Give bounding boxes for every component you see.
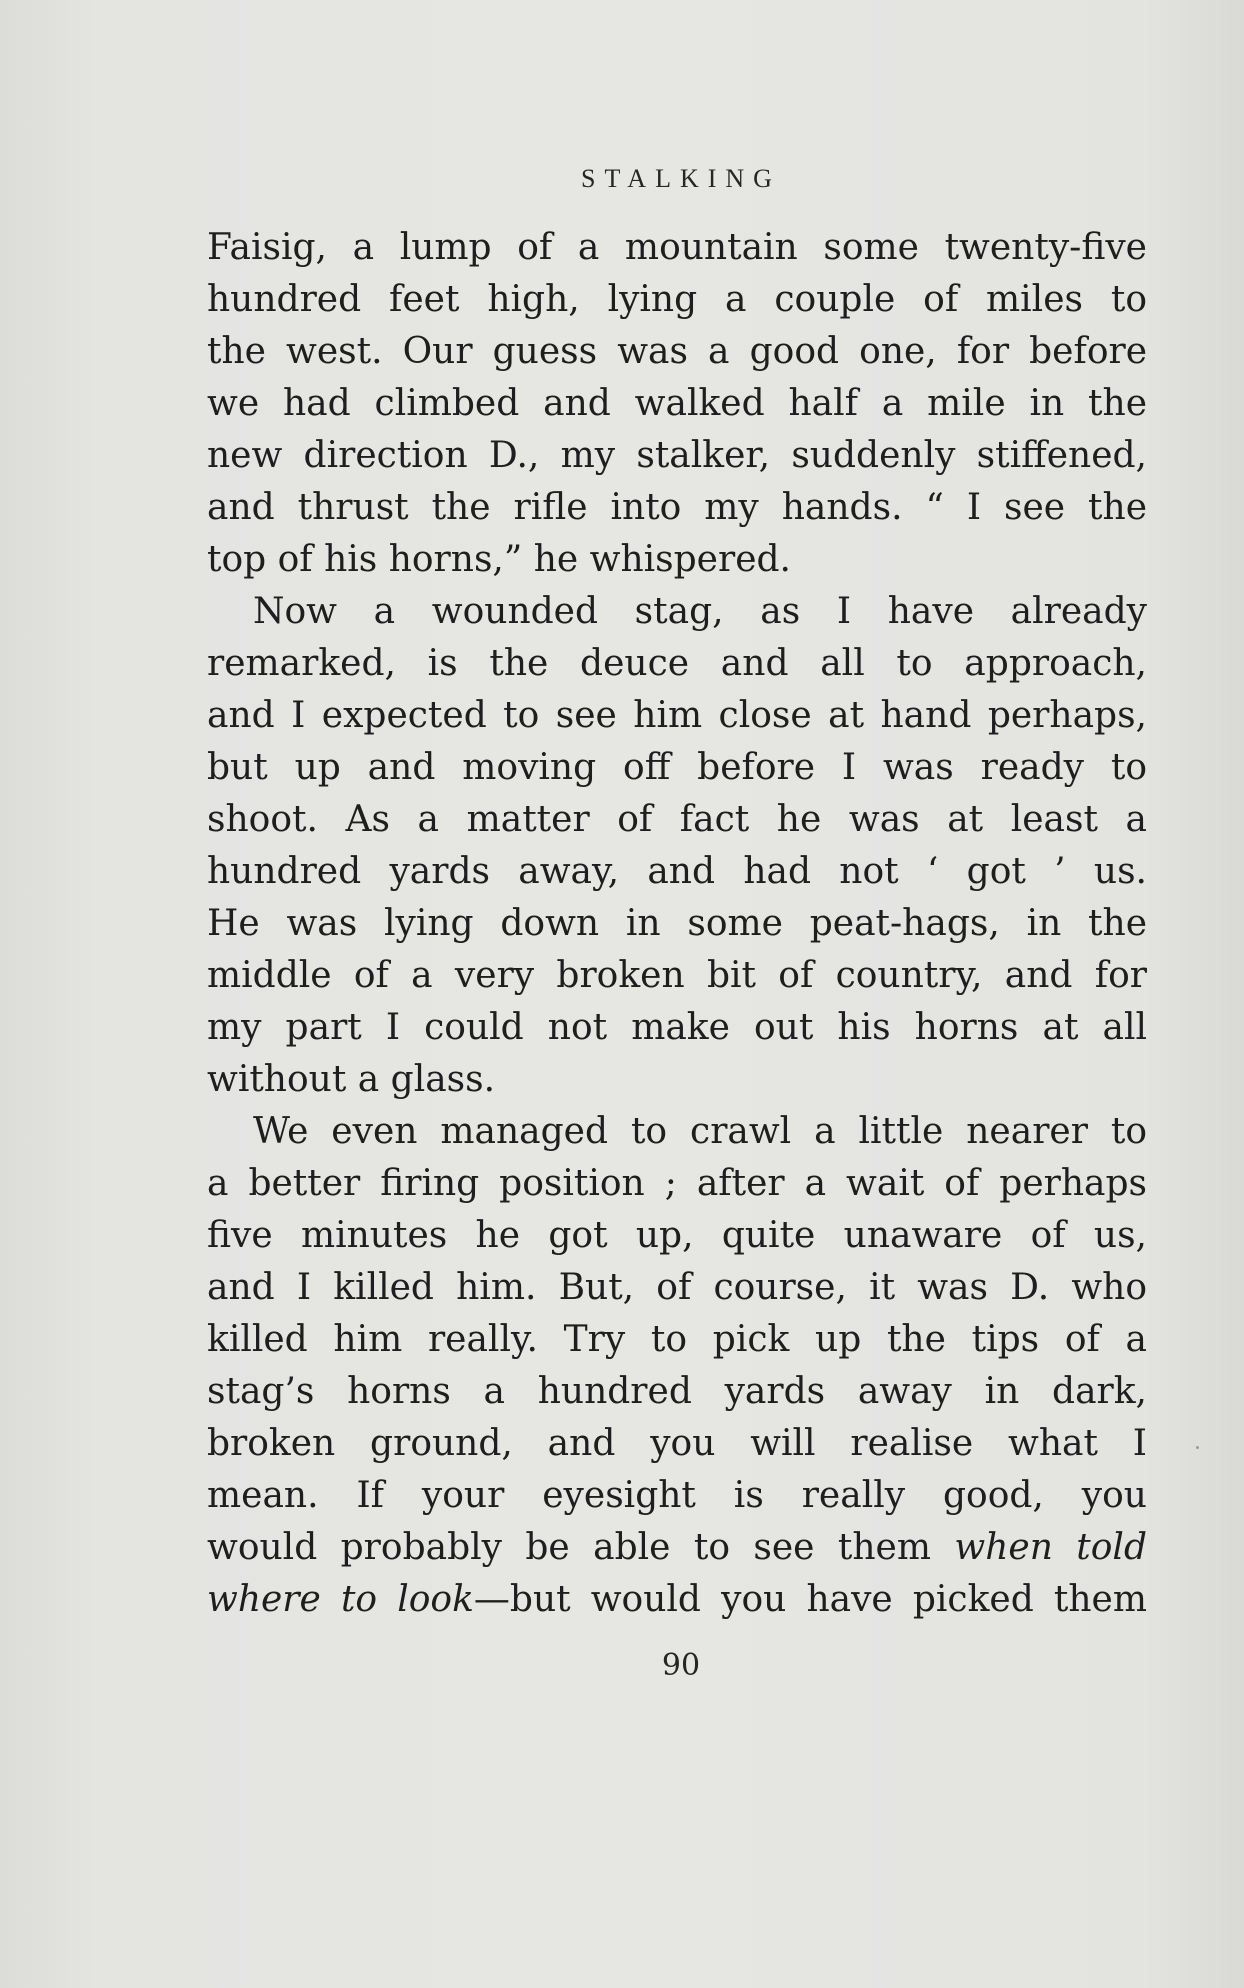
text-line-with-emphasis <box>207 1522 1147 1574</box>
text-line: the west. Our guess was a good one, for before <box>207 331 1147 372</box>
text-line: broken ground, and you will realise what I <box>207 1423 1147 1464</box>
text-line: middle of a very broken bit of country, and for <box>207 955 1147 996</box>
text-line: without a glass. <box>207 1059 496 1100</box>
line-prefix: would probably be able to see them <box>207 1527 955 1568</box>
text-line: killed him really. Try to pick up the tips of a <box>207 1319 1147 1360</box>
text-line: shoot. As a matter of fact he was at least a <box>207 799 1147 840</box>
text-line: remarked, is the deuce and all to approach, <box>207 643 1147 684</box>
text-line: and I killed him. But, of course, it was D. who <box>207 1267 1147 1308</box>
text-line: a better firing position ; after a wait of perhaps <box>207 1163 1147 1204</box>
body-text <box>207 222 1147 1626</box>
page-number: 90 <box>661 1648 701 1683</box>
text-line: new direction D., my stalker, suddenly stiffened, <box>207 435 1147 476</box>
text-line: hundred yards away, and had not ‘ got ’ us. <box>207 851 1147 892</box>
running-head: STALKING <box>581 164 781 193</box>
text-line: top of his horns,” he whispered. <box>207 539 791 580</box>
text-line-with-emphasis <box>207 1574 1147 1626</box>
text-line: but up and moving off before I was ready to <box>207 747 1147 788</box>
italic-emphasis: where to look <box>207 1579 474 1620</box>
text-line: mean. If your eyesight is really good, you <box>207 1475 1147 1516</box>
paragraph-start-line: We even managed to crawl a little nearer to <box>253 1111 1147 1152</box>
line-suffix: —but would you have picked them <box>473 1579 1147 1620</box>
text-line: we had climbed and walked half a mile in the <box>207 383 1147 424</box>
text-line: my part I could not make out his horns at all <box>207 1007 1147 1048</box>
text-line: five minutes he got up, quite unaware of us, <box>207 1215 1147 1256</box>
paper-speck <box>1196 1446 1199 1449</box>
text-line: and thrust the rifle into my hands. “ I see the <box>207 487 1147 528</box>
paragraph-start-line: Now a wounded stag, as I have already <box>253 591 1147 632</box>
text-line: hundred feet high, lying a couple of miles to <box>207 279 1147 320</box>
italic-emphasis: when told <box>954 1527 1147 1568</box>
text-line: stag’s horns a hundred yards away in dark, <box>207 1371 1147 1412</box>
text-line: and I expected to see him close at hand perhaps, <box>207 695 1147 736</box>
text-line: Faisig, a lump of a mountain some twenty-five <box>207 227 1147 268</box>
text-line: He was lying down in some peat-hags, in the <box>207 903 1147 944</box>
